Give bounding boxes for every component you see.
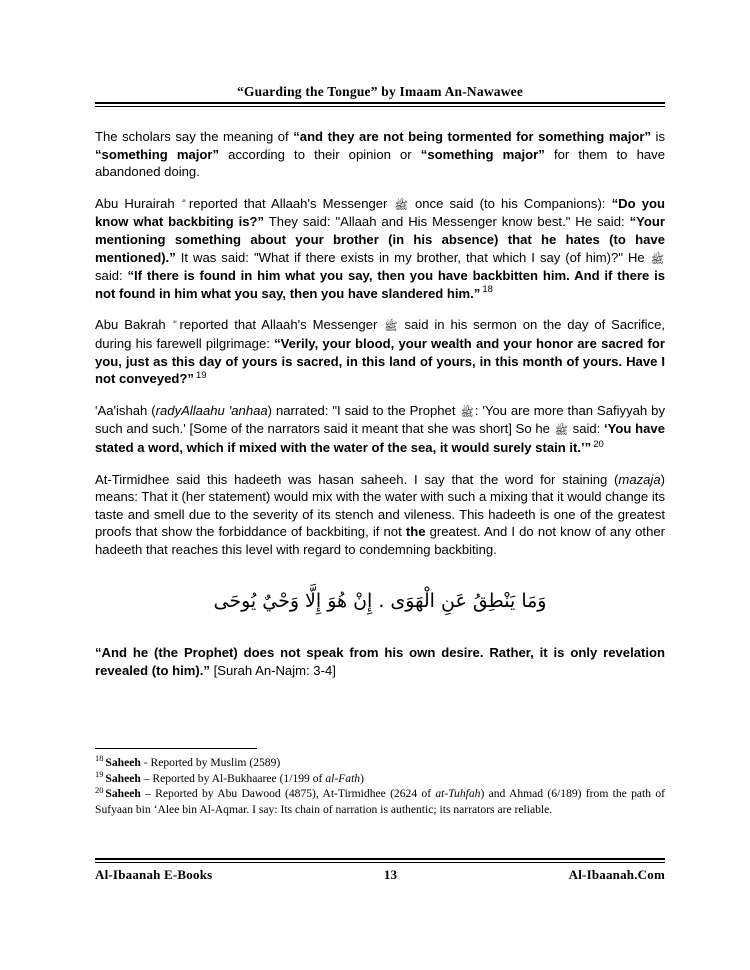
text-run-bold: “something major” (420, 146, 545, 162)
sallallahu-alayhi-wasallam-icon: ﷺ (650, 252, 664, 266)
text-run-bold: Saheeh (105, 771, 141, 785)
text-run: It was said: "What if there exists in my brother, that which I say (of him)?" He (175, 249, 650, 265)
text-run: reported that Allaah's Messenger (182, 195, 394, 211)
text-run: according to their opinion or (219, 146, 421, 162)
radiyallahu-anhu-icon (181, 197, 183, 215)
text-run-bold: “Do you know what backbiting is?” (95, 195, 665, 230)
text-run: At-Tirmidhee said this hadeeth was hasan saheeh. I say that the word for staining ( (95, 471, 619, 487)
sallallahu-alayhi-wasallam-icon: ﷺ (554, 424, 568, 438)
text-run: greatest. And I do not know of any other hadeeth that reaches this level with regard to condemning backbiting. (95, 524, 665, 557)
footnote-marker: 20 (95, 785, 104, 795)
text-run: – Reported by Abu Dawood (4875), At-Tirmidhee (2624 of (140, 787, 436, 801)
footnote-item (95, 771, 665, 786)
text-run: The scholars say the meaning of (95, 129, 294, 144)
text-run-bold: Saheeh (105, 787, 141, 801)
text-run-italic: radyAllaahu 'anhaa (155, 402, 268, 418)
footnote-reference-18[interactable]: 18 (482, 284, 493, 296)
text-run: - Reported by Muslim (2589) (140, 756, 281, 769)
text-run-bold: “If there is found in him what you say, then you have backbitten him. And if there is not found in him what you say, then you have slandered him.” (95, 268, 666, 301)
text-run: Abu Bakrah (95, 317, 172, 333)
sallallahu-alayhi-wasallam-icon: ﷺ (460, 405, 474, 419)
text-run-bold: the (405, 524, 426, 540)
text-run: for them to have abandoned doing. (95, 146, 665, 180)
text-run: said in his sermon on the day of Sacrifice, during his farewell pilgrimage: (95, 317, 665, 351)
text-run-bold: “Verily, your blood, your wealth and your honor are sacred for you, just as this day of yours is sacred, in this land of yours, in this month of yours. Have I not conveyed?” (95, 335, 665, 387)
radiyallahu-anhu-icon (172, 318, 174, 336)
text-run-italic: al-Fath (325, 771, 361, 785)
text-run: ) narrated: "I said to the Prophet (267, 402, 460, 418)
text-run: ) and Ahmad (6/189) from the path of Sufyaan bin ‘Alee bin Al-Aqmar. I say: Its chain of narration is authentic; its narrators are reliable. (95, 787, 665, 816)
quran-ayah-arabic: وَمَا يَنْطِقُ عَنِ الْهَوَى . إِنْ هُوَ إِلَّا وَحْيٌ يُوحَى (213, 590, 547, 613)
sallallahu-alayhi-wasallam-icon: ﷺ (384, 320, 398, 334)
text-run: Abu Hurairah (95, 195, 181, 211)
running-header-title: “Guarding the Tongue” by Imaam An-Nawawee (236, 84, 524, 99)
text-run: They said: "Allaah and His Messenger know best." He said: (264, 214, 630, 230)
text-run: ) means: That it (her statement) would mix with the water with such a mixing that it would change its taste and smell due to the severity of its stench and vileness. This hadeeth is one of the greatest proofs that show the forbiddance of backbiting, if not (95, 471, 665, 540)
footnote-item (95, 786, 665, 816)
text-run-bold: “And he (the Prophet) does not speak from his own desire. Rather, it is only revelation revealed (to him).” (95, 645, 665, 679)
text-run-bold: “something major” (95, 146, 220, 162)
text-run-bold: “Your mentioning something about your brother (in his absence) that he hates (to have mentioned).” (95, 214, 665, 265)
paragraph-abu-hurairah-backbiting (95, 195, 665, 303)
footnote-reference-19[interactable]: 19 (195, 369, 207, 381)
running-footer (95, 858, 665, 883)
text-run: is (651, 129, 666, 144)
text-run-bold: “and they are not being tormented for something major” (293, 129, 652, 144)
text-run-italic: at-Tuhfah (435, 787, 481, 801)
text-run: [Surah An-Najm: 3-4] (209, 663, 336, 679)
footnote-marker: 19 (95, 769, 104, 779)
footnote-marker: 18 (95, 754, 104, 764)
text-run-bold: Saheeh (105, 756, 141, 769)
body-content (95, 128, 665, 680)
page-number: 13 (383, 867, 398, 882)
text-run: 'Aa'ishah ( (95, 402, 156, 418)
text-run: reported that Allaah's Messenger (173, 317, 384, 333)
text-run-bold: ‘You have stated a word, which if mixed with the water of the sea, it would surely stain it.’” (95, 421, 665, 455)
text-run: – Reported by Al-Bukhaaree (1/199 of (140, 771, 326, 785)
quran-ayah-translation (95, 644, 665, 679)
footer-divider-rule (95, 858, 665, 863)
footer-website: Al-Ibaanah.Com (568, 867, 665, 882)
footnotes-section (95, 748, 665, 817)
sallallahu-alayhi-wasallam-icon: ﷺ (394, 198, 408, 212)
footnote-separator-rule (95, 748, 257, 749)
header-divider-rule (95, 102, 665, 107)
paragraph-aaishah-safiyyah (95, 402, 665, 457)
paragraph-tirmidhee-commentary (95, 471, 665, 559)
text-run: once said (to his Companions): (408, 195, 612, 211)
text-run-italic: mazaja (618, 471, 661, 487)
text-run: said: (95, 268, 128, 284)
footnote-item (95, 755, 665, 770)
running-header (95, 84, 665, 107)
paragraph-abu-bakrah-sermon (95, 316, 665, 387)
text-run: : 'You are more than Safiyyah by such and such.' [Some of the narrators said it meant that she was short] So he (95, 402, 665, 437)
footnote-reference-20[interactable]: 20 (593, 438, 604, 450)
text-run: said: (568, 421, 605, 437)
paragraph-scholars-meaning (95, 128, 665, 181)
footer-row (95, 867, 665, 883)
footer-publisher: Al-Ibaanah E-Books (95, 867, 213, 882)
text-run: ) (360, 771, 364, 785)
